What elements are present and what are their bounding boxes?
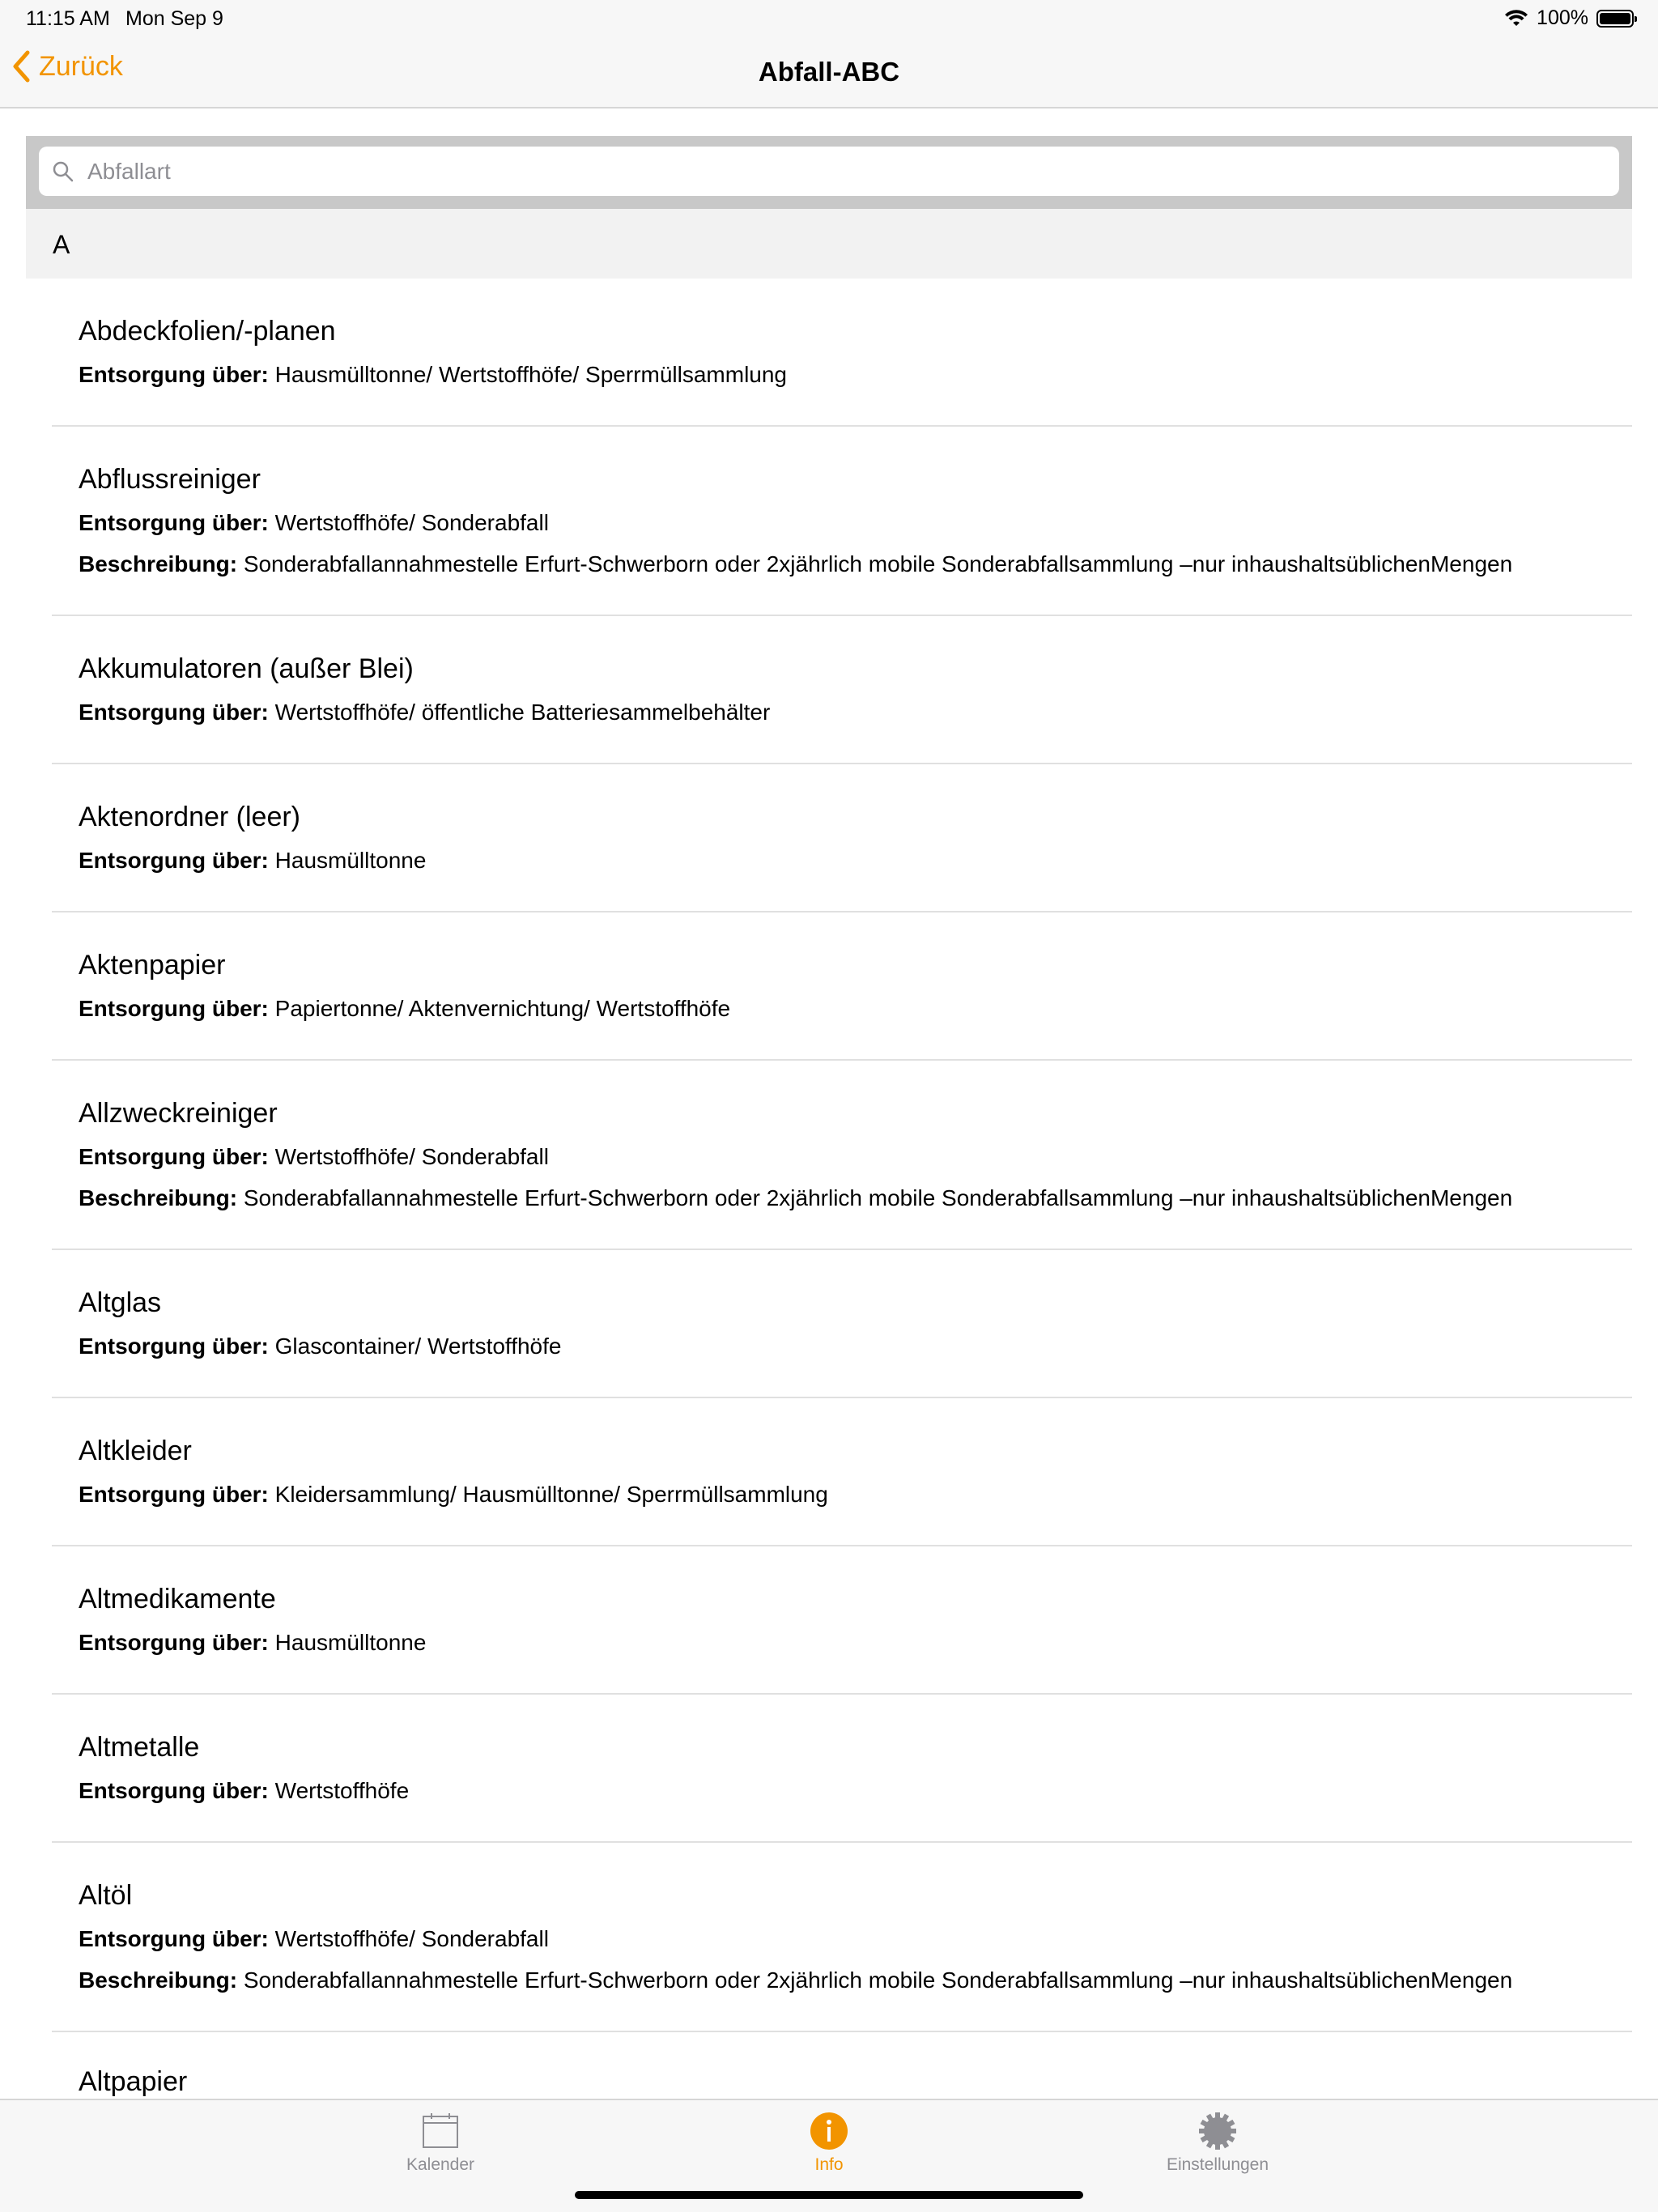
- search-icon: [52, 160, 74, 183]
- section-header: [26, 209, 1632, 279]
- item-disposal: [79, 362, 787, 388]
- search-bar: [26, 136, 1632, 209]
- list-item[interactable]: [52, 1398, 1632, 1546]
- disposal-value: Papiertonne/ Aktenvernichtung/ Wertstoffhöfe: [274, 996, 731, 1021]
- disposal-value: Glascontainer/ Wertstoffhöfe: [274, 1334, 562, 1359]
- item-disposal: [79, 1482, 828, 1508]
- tab-label: Info: [814, 2155, 844, 2174]
- tab-info[interactable]: [732, 2112, 926, 2175]
- description-value: Sonderabfallannahmestelle Erfurt-Schwerborn oder 2xjährlich mobile Sonderabfallsammlung –nur inhaushaltsüblichenMengen: [243, 1185, 1513, 1210]
- list-item[interactable]: [52, 279, 1632, 427]
- disposal-label: Entsorgung über:: [79, 510, 269, 535]
- tab-einstellungen[interactable]: [1120, 2112, 1315, 2175]
- status-date: Mon Sep 9: [125, 7, 223, 30]
- list-item[interactable]: [52, 1546, 1632, 1695]
- item-description: [79, 1185, 1512, 1211]
- item-disposal: [79, 1334, 561, 1359]
- item-disposal: [79, 510, 549, 536]
- description-label: Beschreibung:: [79, 551, 238, 576]
- disposal-value: Wertstoffhöfe/ Sonderabfall: [274, 510, 549, 535]
- disposal-value: Wertstoffhöfe/ Sonderabfall: [274, 1144, 549, 1169]
- item-title: Altkleider: [79, 1436, 192, 1466]
- list-item[interactable]: [52, 1061, 1632, 1250]
- list-item[interactable]: [52, 616, 1632, 764]
- disposal-value: Hausmülltonne: [274, 1630, 427, 1655]
- item-title: Altglas: [79, 1287, 162, 1318]
- list-item[interactable]: [52, 912, 1632, 1061]
- description-value: Sonderabfallannahmestelle Erfurt-Schwerborn oder 2xjährlich mobile Sonderabfallsammlung –nur inhaushaltsüblichenMengen: [243, 1967, 1513, 1993]
- description-label: Beschreibung:: [79, 1185, 238, 1210]
- list-item[interactable]: [52, 764, 1632, 912]
- item-disposal: [79, 848, 426, 874]
- battery-icon: [1596, 10, 1634, 28]
- disposal-label: Entsorgung über:: [79, 1144, 269, 1169]
- item-disposal: [79, 700, 770, 725]
- disposal-label: Entsorgung über:: [79, 1482, 269, 1507]
- disposal-value: Hausmülltonne: [274, 848, 427, 873]
- item-title: Altpapier: [79, 2066, 188, 2097]
- disposal-label: Entsorgung über:: [79, 848, 269, 873]
- disposal-label: Entsorgung über:: [79, 700, 269, 725]
- info-icon: [810, 2112, 848, 2150]
- calendar-icon: [421, 2112, 460, 2150]
- disposal-value: Wertstoffhöfe/ Sonderabfall: [274, 1926, 549, 1951]
- disposal-value: Wertstoffhöfe: [274, 1778, 410, 1803]
- item-title: Abdeckfolien/-planen: [79, 316, 336, 347]
- item-disposal: [79, 1144, 549, 1170]
- item-title: Altmetalle: [79, 1732, 200, 1763]
- item-title: Altöl: [79, 1880, 133, 1911]
- item-description: [79, 1967, 1512, 1993]
- home-indicator[interactable]: [575, 2191, 1083, 2199]
- tab-label: Kalender: [406, 2155, 475, 2174]
- list-item[interactable]: [52, 1695, 1632, 1843]
- search-field[interactable]: [39, 147, 1619, 196]
- list-item[interactable]: [52, 427, 1632, 616]
- description-value: Sonderabfallannahmestelle Erfurt-Schwerborn oder 2xjährlich mobile Sonderabfallsammlung –nur inhaushaltsüblichenMengen: [243, 551, 1513, 576]
- disposal-label: Entsorgung über:: [79, 1334, 269, 1359]
- section-letter: A: [53, 230, 70, 259]
- item-title: Aktenpapier: [79, 950, 226, 981]
- tab-label: Einstellungen: [1166, 2155, 1269, 2174]
- back-button-label: Zurück: [39, 50, 123, 82]
- disposal-label: Entsorgung über:: [79, 362, 269, 387]
- wifi-icon: [1504, 10, 1528, 28]
- gear-icon: [1198, 2112, 1237, 2150]
- tab-kalender[interactable]: [343, 2112, 538, 2175]
- disposal-value: Hausmülltonne/ Wertstoffhöfe/ Sperrmüllsammlung: [274, 362, 788, 387]
- item-title: Aktenordner (leer): [79, 802, 301, 832]
- list-item[interactable]: [52, 1250, 1632, 1398]
- disposal-label: Entsorgung über:: [79, 1926, 269, 1951]
- item-title: Allzweckreiniger: [79, 1098, 278, 1129]
- disposal-value: Kleidersammlung/ Hausmülltonne/ Sperrmüllsammlung: [274, 1482, 828, 1507]
- status-bar: [0, 0, 1658, 39]
- list-item[interactable]: [52, 1843, 1632, 2032]
- item-disposal: [79, 1778, 409, 1804]
- waste-list: [26, 279, 1632, 2180]
- disposal-label: Entsorgung über:: [79, 1778, 269, 1803]
- status-right: [1504, 6, 1634, 30]
- item-description: [79, 551, 1512, 577]
- item-disposal: [79, 1630, 426, 1656]
- item-disposal: [79, 996, 730, 1022]
- status-time: 11:15 AM: [26, 7, 110, 30]
- item-disposal: [79, 1926, 549, 1952]
- page-title: Abfall-ABC: [758, 57, 900, 87]
- navigation-bar: [0, 39, 1658, 108]
- item-title: Akkumulatoren (außer Blei): [79, 653, 414, 684]
- disposal-label: Entsorgung über:: [79, 1630, 269, 1655]
- search-input[interactable]: [86, 158, 1546, 185]
- description-label: Beschreibung:: [79, 1967, 238, 1993]
- item-title: Altmedikamente: [79, 1584, 276, 1614]
- battery-percent: 100%: [1537, 6, 1588, 29]
- item-title: Abflussreiniger: [79, 464, 261, 495]
- disposal-value: Wertstoffhöfe/ öffentliche Batteriesammelbehälter: [274, 700, 771, 725]
- disposal-label: Entsorgung über:: [79, 996, 269, 1021]
